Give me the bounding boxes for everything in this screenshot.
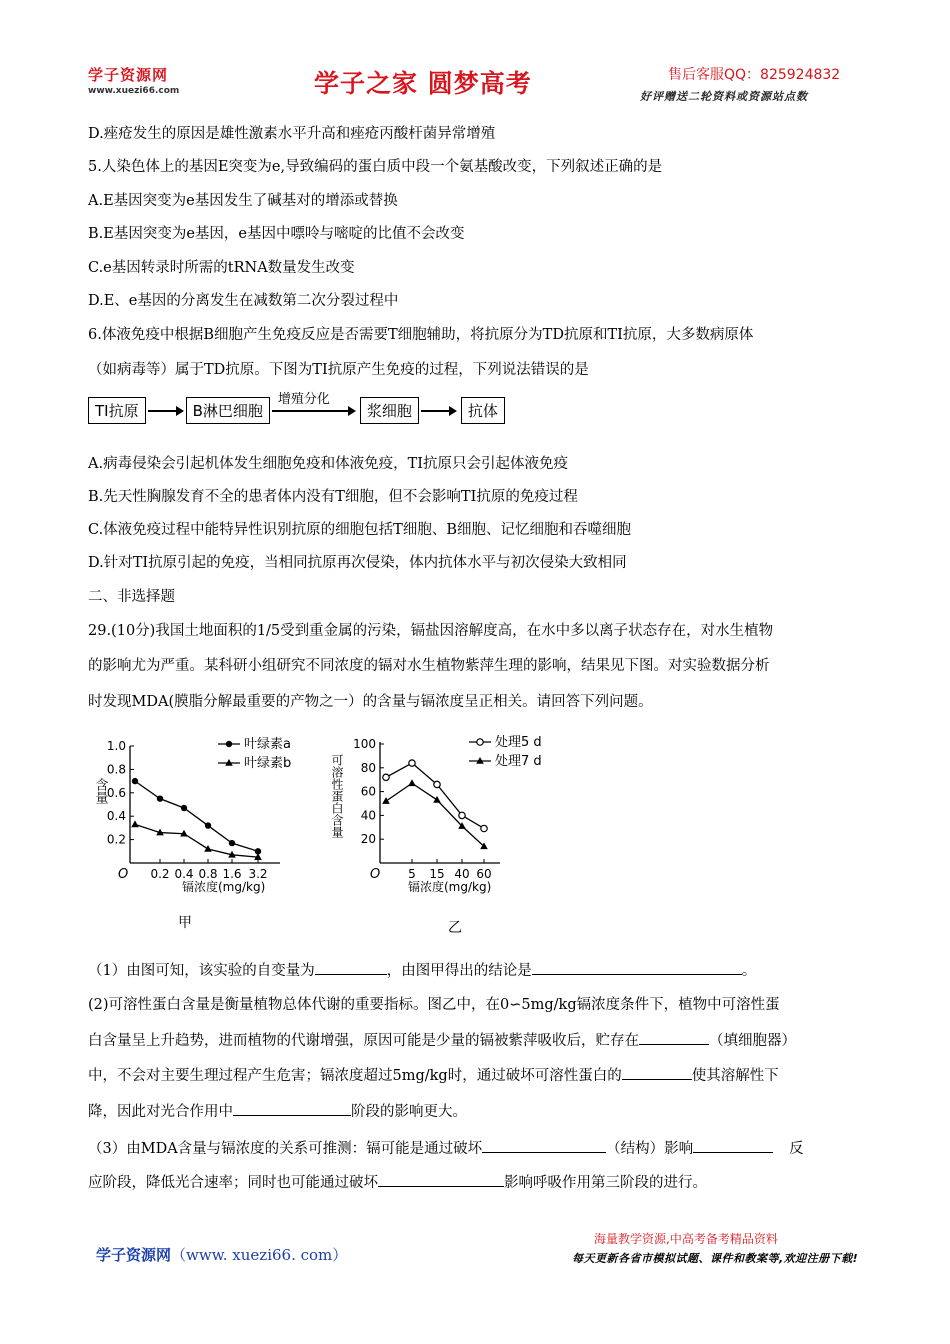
header-title: 学子之家 圆梦高考 (314, 69, 532, 98)
footer-site-name: 学子资源网 (96, 1246, 172, 1264)
series-line (386, 763, 484, 828)
chart-yi-title: 乙 (448, 920, 462, 936)
x-tick-label: 0.2 (150, 867, 170, 881)
data-point (132, 778, 138, 784)
q1-text-b: ，由图甲得出的结论是 (386, 963, 532, 979)
series-line (135, 781, 258, 851)
series-line (386, 783, 484, 846)
flow-arrow-3 (421, 410, 455, 412)
footer-slogan-2: 每天更新各省市模拟试题、课件和教案等,欢迎注册下载! (572, 1252, 859, 1265)
q1-text-a: （1）由图可知，该实验的自变量为 (88, 963, 315, 979)
flow-box-ti-antigen: TI抗原 (88, 397, 146, 424)
data-point (383, 774, 389, 780)
question-29-2-line1: (2)可溶性蛋白含量是衡量植物总体代谢的重要指标。图乙中，在0∽5mg/kg镉浓度条件下，植物中可溶性蛋 (88, 997, 780, 1013)
data-point (181, 805, 187, 811)
legend-label: 叶绿素a (244, 737, 291, 752)
y-tick-label: 1.0 (106, 739, 126, 753)
q2-text-e: 降，因此对光合作用中 (88, 1104, 233, 1120)
data-point (434, 781, 440, 787)
question-29-2-line4 (88, 1100, 467, 1121)
x-tick-label: 5 (408, 867, 416, 881)
y-tick-label: 0.8 (106, 762, 126, 777)
q3-text-d: 应阶段，降低光合速率；同时也可能通过破坏 (88, 1175, 378, 1191)
q2-text-c: 中，不会对主要生理过程产生危害；镉浓度超过5mg/kg时，通过破坏可溶性蛋白的 (88, 1068, 622, 1084)
footer-slogan (572, 1230, 858, 1266)
option-d-q4: D.痤疮发生的原因是雄性激素水平升高和痤疮丙酸杆菌异常增殖 (88, 126, 496, 142)
chart-jia (93, 737, 292, 931)
chart-yi-ylabel: 可溶性蛋白含量 (330, 754, 344, 838)
service-qq: 售后客服QQ：825924832 (668, 67, 841, 83)
x-tick-label: 3.2 (248, 867, 268, 881)
option-b-q6: B.先天性胸腺发育不全的患者体内没有T细胞，但不会影响TI抗原的免疫过程 (88, 489, 578, 505)
question-29-3-line2 (88, 1171, 707, 1192)
answer-blank-3[interactable] (639, 1030, 709, 1045)
answer-blank-2[interactable] (532, 960, 742, 975)
option-b-q5: B.E基因突变为e基因，e基因中嘌呤与嘧啶的比值不会改变 (88, 226, 465, 242)
chart-yi-origin: O (370, 867, 381, 882)
question-6-stem-2: （如病毒等）属于TD抗原。下图为TI抗原产生免疫的过程，下列说法错误的是 (88, 362, 589, 378)
chart-yi (330, 734, 542, 936)
answer-blank-8[interactable] (378, 1172, 504, 1187)
logo-text: 学子资源网 (88, 66, 169, 84)
legend-label: 叶绿素b (244, 756, 292, 771)
legend-label: 处理7 d (495, 754, 542, 769)
ti-antigen-flow-diagram (88, 391, 505, 424)
chart-jia-xlabel: 镉浓度(mg/kg) (182, 880, 266, 894)
series-line (135, 824, 258, 857)
option-c-q5: C.e基因转录时所需的tRNA数量发生改变 (88, 260, 355, 276)
answer-blank-6[interactable] (482, 1138, 606, 1153)
logo-url: www.xuezi66.com (88, 86, 180, 96)
figures (80, 728, 560, 938)
option-a-q6: A.病毒侵染会引起机体发生细胞免疫和体液免疫，TI抗原只会引起体液免疫 (88, 456, 568, 472)
footer-site (96, 1244, 347, 1265)
data-point (408, 779, 416, 786)
data-point (409, 760, 415, 766)
data-point (382, 797, 390, 804)
x-tick-label: 1.6 (222, 867, 242, 881)
data-point (229, 840, 235, 846)
y-tick-label: 60 (360, 784, 376, 799)
data-point (157, 795, 163, 801)
chart-jia-ylabel: 含量 (92, 778, 108, 804)
option-a-q5: A.E基因突变为e基因发生了碱基对的增添或替换 (88, 193, 398, 209)
q2-text-d: 使其溶解性下 (691, 1068, 779, 1084)
question-29-1 (88, 959, 756, 980)
data-point (205, 822, 211, 828)
data-point (481, 825, 487, 831)
question-29-stem-2: 的影响尤为严重。某科研小组研究不同浓度的镉对水生植物紫萍生理的影响，结果见下图。对实验数据分析 (88, 658, 770, 674)
legend-label: 处理5 d (495, 735, 542, 750)
y-tick-label: 40 (360, 808, 376, 823)
option-d-q5: D.E、e基因的分离发生在减数第二次分裂过程中 (88, 293, 399, 309)
data-point (433, 796, 441, 803)
x-tick-label: 40 (454, 867, 470, 881)
chart-yi-xlabel: 镉浓度(mg/kg) (408, 880, 492, 894)
flow-box-antibody: 抗体 (461, 397, 505, 424)
answer-blank-5[interactable] (233, 1101, 351, 1116)
data-point (131, 820, 139, 827)
option-c-q6: C.体液免疫过程中能特异性识别抗原的细胞包括T细胞、B细胞、记忆细胞和吞噬细胞 (88, 522, 632, 538)
footer-slogan-1: 海量教学资源,中高考备考精品资料 (594, 1232, 778, 1246)
flow-arrow-2 (272, 391, 354, 412)
question-29-2-line2 (88, 1029, 796, 1050)
question-29-2-line3 (88, 1064, 779, 1085)
data-point (459, 812, 465, 818)
q3-text-b: （结构）影响 (606, 1141, 694, 1157)
flow-box-plasma-cell: 浆细胞 (360, 397, 419, 424)
y-tick-label: 100 (353, 737, 376, 751)
site-logo (88, 64, 179, 96)
q2-text-b: （填细胞器） (709, 1033, 796, 1049)
q3-text-c: 反 (789, 1141, 804, 1157)
x-tick-label: 0.4 (174, 867, 194, 881)
question-5-stem: 5.人染色体上的基因E突变为e,导致编码的蛋白质中段一个氨基酸改变，下列叙述正确的是 (88, 159, 663, 175)
section-heading: 二、非选择题 (88, 589, 175, 605)
x-tick-label: 15 (429, 867, 445, 881)
flow-box-b-cell: B淋巴细胞 (186, 397, 270, 424)
flow-arrow-label: 增殖分化 (277, 391, 330, 407)
answer-blank-4[interactable] (622, 1065, 692, 1080)
q1-text-c: 。 (741, 963, 757, 979)
question-29-stem-3: 时发现MDA(膜脂分解最重要的产物之一）的含量与镉浓度呈正相关。请回答下列问题。 (88, 694, 653, 710)
y-tick-label: 0.4 (106, 809, 126, 824)
legend-marker (226, 741, 232, 747)
service-slogan: 好评赠送二轮资料或资源站点数 (640, 90, 808, 103)
chart-jia-title: 甲 (178, 915, 192, 931)
q3-text-e: 影响呼吸作用第三阶段的进行。 (504, 1175, 707, 1191)
service-info (640, 64, 840, 104)
q3-text-a: （3）由MDA含量与镉浓度的关系可推测：镉可能是通过破坏 (88, 1141, 483, 1157)
x-tick-label: 60 (476, 867, 492, 881)
y-tick-label: 0.6 (106, 785, 126, 800)
legend-marker (477, 739, 483, 745)
question-29-3-line1 (88, 1137, 804, 1158)
data-point (204, 845, 212, 852)
flow-arrow-1 (148, 410, 182, 412)
answer-blank-7[interactable] (693, 1138, 773, 1153)
question-29-stem-1: 29.(10分)我国土地面积的1/5受到重金属的污染，镉盐因溶解度高，在水中多以离子状态存在，对水生植物 (88, 623, 774, 639)
x-tick-label: 0.8 (198, 867, 218, 881)
answer-blank-1[interactable] (315, 960, 387, 975)
y-tick-label: 20 (360, 832, 376, 847)
option-d-q6: D.针对TI抗原引起的免疫，当相同抗原再次侵染，体内抗体水平与初次侵染大致相同 (88, 555, 627, 571)
y-tick-label: 80 (360, 760, 376, 775)
q2-text-f: 阶段的影响更大。 (351, 1104, 467, 1120)
q2-text-a: 白含量呈上升趋势，进而植物的代谢增强，原因可能是少量的镉被紫萍吸收后，贮存在 (88, 1033, 639, 1049)
question-6-stem-1: 6.体液免疫中根据B细胞产生免疫反应是否需要T细胞辅助，将抗原分为TD抗原和TI抗原，大多数病原体 (88, 327, 754, 343)
footer-site-url[interactable]: （www. xuezi66. com） (171, 1246, 348, 1264)
chart-jia-origin: O (118, 867, 129, 882)
y-tick-label: 0.2 (106, 832, 126, 847)
